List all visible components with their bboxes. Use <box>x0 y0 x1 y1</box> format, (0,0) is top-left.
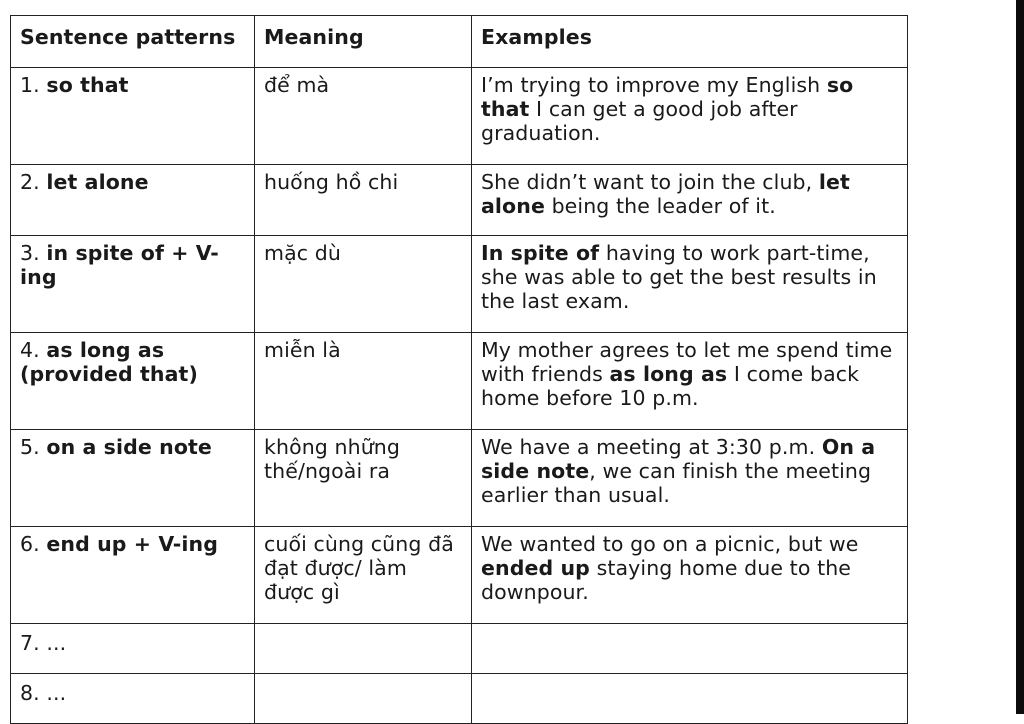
example-text: , we can finish the meeting earlier than usual. <box>481 459 872 507</box>
page-edge-bar <box>1016 0 1024 714</box>
pattern-cell <box>11 430 255 527</box>
meaning-cell: miễn là <box>255 333 472 430</box>
table-header-row <box>11 16 908 68</box>
pattern-text: in spite of + V-ing <box>20 241 219 289</box>
pattern-text: on a side note <box>46 435 212 459</box>
row-number: 4. <box>20 338 40 362</box>
pattern-cell <box>11 236 255 333</box>
meaning-cell <box>255 624 472 674</box>
table-row <box>11 624 908 674</box>
pattern-cell <box>11 624 255 674</box>
example-text: She didn’t want to join the club, <box>481 170 819 194</box>
meaning-cell: huống hồ chi <box>255 165 472 236</box>
example-highlight: ended up <box>481 556 590 580</box>
meaning-cell: cuối cùng cũng đã đạt được/ làm được gì <box>255 527 472 624</box>
example-text: staying home due to the downpour. <box>481 556 852 604</box>
example-cell <box>472 527 908 624</box>
row-number: 3. <box>20 241 40 265</box>
pattern-cell <box>11 527 255 624</box>
example-text: We have a meeting at 3:30 p.m. <box>481 435 822 459</box>
example-highlight: so that <box>481 73 854 121</box>
example-cell <box>472 430 908 527</box>
table-row <box>11 236 908 333</box>
meaning-cell: để mà <box>255 68 472 165</box>
meaning-cell: không những thế/ngoài ra <box>255 430 472 527</box>
pattern-cell <box>11 674 255 724</box>
table-body <box>11 68 908 724</box>
example-highlight: as long as <box>609 362 728 386</box>
row-number: 5. <box>20 435 40 459</box>
pattern-text: as long as (provided that) <box>20 338 198 386</box>
example-text: My mother agrees to let me spend time with friends <box>481 338 893 386</box>
sentence-patterns-table <box>10 15 908 724</box>
pattern-text: let alone <box>46 170 149 194</box>
example-highlight: let alone <box>481 170 850 218</box>
row-number: 6. <box>20 532 40 556</box>
example-text: having to work part-time, she was able to get the best results in the last exam. <box>481 241 877 313</box>
header-examples: Examples <box>472 16 908 68</box>
example-cell <box>472 624 908 674</box>
row-number: 7. ... <box>20 631 67 655</box>
row-number: 2. <box>20 170 40 194</box>
pattern-cell <box>11 68 255 165</box>
table-row <box>11 674 908 724</box>
example-cell <box>472 674 908 724</box>
pattern-text: so that <box>46 73 129 97</box>
example-cell <box>472 68 908 165</box>
pattern-cell <box>11 165 255 236</box>
meaning-cell <box>255 674 472 724</box>
pattern-cell <box>11 333 255 430</box>
example-text: We wanted to go on a picnic, but we <box>481 532 859 556</box>
example-text: I’m trying to improve my English <box>481 73 827 97</box>
example-text: being the leader of it. <box>544 194 776 218</box>
table-row <box>11 68 908 165</box>
pattern-text: end up + V-ing <box>46 532 218 556</box>
example-cell <box>472 236 908 333</box>
table-row <box>11 165 908 236</box>
meaning-cell: mặc dù <box>255 236 472 333</box>
table-row <box>11 430 908 527</box>
example-highlight: On a side note <box>481 435 876 483</box>
example-cell <box>472 333 908 430</box>
table-row <box>11 333 908 430</box>
table-row <box>11 527 908 624</box>
example-text: I come back home before 10 p.m. <box>481 362 860 410</box>
header-meaning: Meaning <box>255 16 472 68</box>
row-number: 8. ... <box>20 681 67 705</box>
row-number: 1. <box>20 73 40 97</box>
example-text: I can get a good job after graduation. <box>481 97 798 145</box>
header-sentence-patterns: Sentence patterns <box>11 16 255 68</box>
example-cell <box>472 165 908 236</box>
example-highlight: In spite of <box>481 241 600 265</box>
